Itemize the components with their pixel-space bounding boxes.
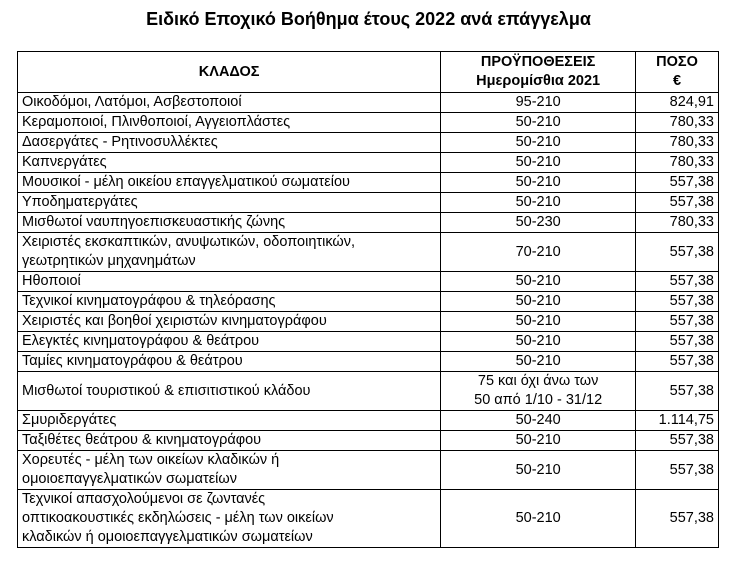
- trade-cell: Μισθωτοί τουριστικού & επισιτιστικού κλάδου: [18, 372, 441, 411]
- table-row: [18, 193, 719, 213]
- table-row: [18, 352, 719, 372]
- amount-cell: 557,38: [636, 272, 719, 292]
- requirements-cell: 50-210: [441, 173, 636, 193]
- requirements-cell: 50-240: [441, 411, 636, 431]
- requirements-cell: 50-210: [441, 133, 636, 153]
- requirements-line: 75 και όχι άνω των: [477, 373, 599, 389]
- table-row: [18, 213, 719, 233]
- trade-line: Χορευτές - μέλη των οικείων κλαδικών ή: [22, 452, 280, 468]
- requirements-cell: 50-210: [441, 272, 636, 292]
- requirements-cell: 50-210: [441, 431, 636, 451]
- table-row: [18, 233, 719, 272]
- header-trade: ΚΛΑΔΟΣ: [18, 52, 441, 93]
- requirements-cell: 50-210: [441, 113, 636, 133]
- amount-cell: 557,38: [636, 490, 719, 548]
- header-amount-line2: €: [672, 73, 682, 89]
- requirements-cell: 70-210: [441, 233, 636, 272]
- trade-cell: Υποδηματεργάτες: [18, 193, 441, 213]
- requirements-cell: 50-210: [441, 153, 636, 173]
- trade-cell: Δασεργάτες - Ρητινοσυλλέκτες: [18, 133, 441, 153]
- amount-cell: 557,38: [636, 233, 719, 272]
- table-row: [18, 292, 719, 312]
- requirements-cell: 50-210: [441, 312, 636, 332]
- requirements-line: 50 από 1/10 - 31/12: [474, 392, 603, 408]
- header-amount-line1: ΠΟΣΟ: [656, 54, 698, 70]
- amount-cell: 1.114,75: [636, 411, 719, 431]
- table-header-row: [18, 52, 719, 93]
- amount-cell: 557,38: [636, 352, 719, 372]
- amount-cell: 780,33: [636, 133, 719, 153]
- requirements-cell: 50-210: [441, 332, 636, 352]
- table-row: [18, 372, 719, 411]
- amount-cell: 780,33: [636, 213, 719, 233]
- requirements-cell: 50-210: [441, 451, 636, 490]
- trade-cell: Μισθωτοί ναυπηγοεπισκευαστικής ζώνης: [18, 213, 441, 233]
- trade-line: ομοιοεπαγγελματικών σωματείων: [22, 471, 237, 487]
- table-row: [18, 431, 719, 451]
- amount-cell: 557,38: [636, 193, 719, 213]
- trade-cell: Κεραμοποιοί, Πλινθοποιοί, Αγγειοπλάστες: [18, 113, 441, 133]
- trade-cell: [18, 451, 441, 490]
- header-requirements: [441, 52, 636, 93]
- trade-cell: Ελεγκτές κινηματογράφου & θεάτρου: [18, 332, 441, 352]
- header-requirements-line1: ΠΡΟΫΠΟΘΕΣΕΙΣ: [480, 54, 596, 70]
- table-row: [18, 113, 719, 133]
- page-title: Ειδικό Εποχικό Βοήθημα έτους 2022 ανά επάγγελμα: [146, 9, 591, 29]
- amount-cell: 780,33: [636, 113, 719, 133]
- trade-cell: Ταμίες κινηματογράφου & θεάτρου: [18, 352, 441, 372]
- table-row: [18, 272, 719, 292]
- requirements-cell: 50-230: [441, 213, 636, 233]
- trade-cell: Τεχνικοί κινηματογράφου & τηλεόρασης: [18, 292, 441, 312]
- requirements-cell: 50-210: [441, 292, 636, 312]
- header-amount: [636, 52, 719, 93]
- table-row: [18, 173, 719, 193]
- trade-cell: Σμυριδεργάτες: [18, 411, 441, 431]
- amount-cell: 557,38: [636, 372, 719, 411]
- table-row: [18, 490, 719, 548]
- trade-line: Τεχνικοί απασχολούμενοι σε ζωντανές: [22, 491, 266, 507]
- requirements-cell: 95-210: [441, 93, 636, 113]
- trade-line: γεωτρητικών μηχανημάτων: [22, 253, 196, 269]
- requirements-cell: [441, 372, 636, 411]
- trade-cell: Καπνεργάτες: [18, 153, 441, 173]
- amount-cell: 557,38: [636, 292, 719, 312]
- amount-cell: 557,38: [636, 431, 719, 451]
- table-row: [18, 153, 719, 173]
- amount-cell: 557,38: [636, 173, 719, 193]
- trade-cell: Ταξιθέτες θεάτρου & κινηματογράφου: [18, 431, 441, 451]
- amount-cell: 780,33: [636, 153, 719, 173]
- requirements-cell: 50-210: [441, 490, 636, 548]
- amount-cell: 557,38: [636, 312, 719, 332]
- table-row: [18, 411, 719, 431]
- benefit-table: [17, 51, 719, 548]
- trade-cell: [18, 233, 441, 272]
- table-row: [18, 93, 719, 113]
- amount-cell: 557,38: [636, 451, 719, 490]
- amount-cell: 824,91: [636, 93, 719, 113]
- requirements-cell: 50-210: [441, 193, 636, 213]
- trade-cell: Οικοδόμοι, Λατόμοι, Ασβεστοποιοί: [18, 93, 441, 113]
- header-requirements-line2: Ημερομίσθια 2021: [476, 73, 601, 89]
- trade-line: οπτικοακουστικές εκδηλώσεις - μέλη των οικείων: [22, 510, 334, 526]
- trade-line: κλαδικών ή ομοιοεπαγγελματικών σωματείων: [22, 529, 313, 545]
- trade-cell: Ηθοποιοί: [18, 272, 441, 292]
- table-row: [18, 451, 719, 490]
- trade-cell: Χειριστές και βοηθοί χειριστών κινηματογράφου: [18, 312, 441, 332]
- trade-cell: [18, 490, 441, 548]
- trade-cell: Μουσικοί - μέλη οικείου επαγγελματικού σωματείου: [18, 173, 441, 193]
- requirements-cell: 50-210: [441, 352, 636, 372]
- amount-cell: 557,38: [636, 332, 719, 352]
- table-row: [18, 332, 719, 352]
- trade-line: Χειριστές εκσκαπτικών, ανυψωτικών, οδοποιητικών,: [22, 234, 356, 250]
- table-row: [18, 133, 719, 153]
- table-row: [18, 312, 719, 332]
